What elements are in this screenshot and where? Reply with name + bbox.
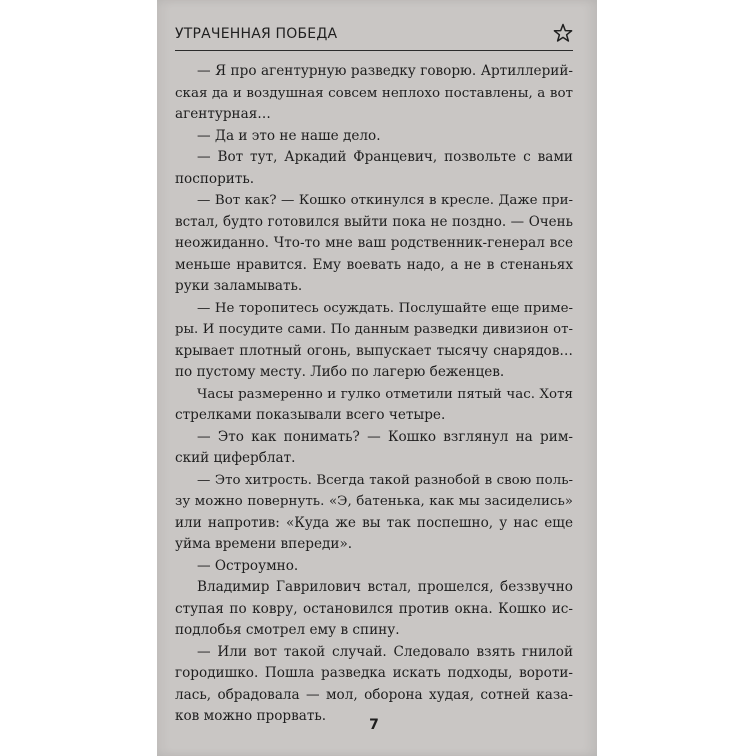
text-line: — Я про агентурную разведку говорю. Артиллерий-: [197, 63, 573, 79]
star-icon: [553, 23, 573, 43]
text-line: — Это как понимать? — Кошко взглянул на рим-: [197, 428, 573, 445]
text-line: Часы размеренно и гулко отметили пятый час. Хотя: [197, 386, 573, 402]
text-line: или напротив: «Куда же вы так поспешно, у нас еще: [175, 514, 573, 531]
text-line: уйма времени впереди».: [175, 536, 353, 552]
page-number: 7: [369, 717, 379, 733]
text-line: Владимир Гаврилович встал, прошелся, беззвучно: [197, 579, 573, 595]
text-line: поспорить.: [175, 170, 255, 187]
text-line: по пустому месту. Либо по лагерю беженцев.: [175, 364, 505, 380]
text-line: ская да и воздушная совсем неплохо поставлены, а вот: [175, 85, 573, 101]
text-line: стрелками показывали всего четыре.: [175, 407, 446, 423]
text-line: неожиданно. Что-то мне ваш родственник-генерал все: [175, 235, 573, 251]
body-text: [175, 61, 573, 728]
running-header: [175, 22, 573, 51]
text-line: городишко. Пошла разведка искать подходы, вороти-: [175, 665, 573, 681]
text-line: подлобья смотрел ему в спину.: [175, 622, 400, 638]
text-line: агентурная…: [175, 106, 271, 122]
text-line: — Это хитрость. Всегда такой разнобой в свою поль-: [197, 472, 573, 488]
text-line: — Вот как? — Кошко откинулся в кресле. Даже при-: [197, 193, 573, 208]
text-line: крывает плотный огонь, выпускает тысячу снарядов…: [175, 342, 573, 359]
text-line: — Вот тут, Аркадий Францевич, позвольте с вами: [197, 149, 573, 165]
header-title: УТРАЧЕННАЯ ПОБЕДА: [175, 26, 338, 42]
text-line: ский циферблат.: [175, 450, 296, 466]
text-line: встал, будто готовился выйти пока не поздно. — Очень: [175, 213, 573, 230]
text-line: руки заламывать.: [175, 278, 303, 294]
text-line: лась, обрадовала — мол, оборона худая, сотней каза-: [175, 686, 573, 703]
text-line: меньше нравится. Ему воевать надо, а не в стенаньях: [175, 256, 573, 273]
text-line: ков можно прорвать.: [175, 708, 327, 724]
text-line: зу можно повернуть. «Э, батенька, как мы засиделись»: [175, 494, 573, 509]
text-line: — Остроумно.: [197, 557, 299, 574]
text-line: — Или вот такой случай. Следовало взять гнилой: [197, 643, 573, 660]
text-line: — Не торопитесь осуждать. Послушайте еще приме-: [197, 300, 573, 316]
text-line: — Да и это не наше дело.: [197, 127, 381, 144]
text-line: ступая по ковру, остановился против окна. Кошко ис-: [175, 600, 573, 617]
text-line: ры. И посудите сами. По данным разведки дивизион от-: [175, 322, 573, 337]
